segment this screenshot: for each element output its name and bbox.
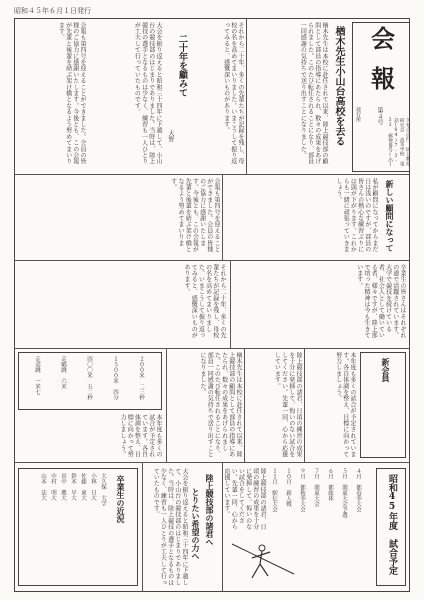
schedule-row: １０月 新人戦 (285, 468, 291, 507)
column-rule (244, 348, 245, 462)
record-row: ２００米 二三秒 (138, 356, 144, 400)
article-text: 会報も第四号を迎えることができました。会員の皆様のご協力に感謝いたします。今後とも、この会報が先輩と後輩を結ぶ架け橋となるよう努めてまいります。 (169, 178, 220, 253)
graduate-row: 鈴木 早大 (70, 473, 76, 501)
headline: 楢木先生小山台高校を去る (333, 26, 344, 146)
schedule-row: ９月 都秋季大会 (299, 468, 305, 512)
publisher-line: 久寿小山台 (405, 118, 410, 142)
section-divider (14, 260, 410, 261)
record-row: 走高跳 一米七 (34, 356, 40, 395)
schedule-row: ４月 都春季大会 (355, 468, 361, 512)
section-divider (14, 174, 410, 175)
article-text: それから二十年、多くの先輩たちが記録を残し、母校の名を高めてまいりました。いまこうして振り返ってみると、感慨深いものがあります。 (182, 264, 226, 339)
newsletter-frame (14, 18, 410, 592)
graduates-box (18, 468, 138, 586)
publisher-line: 電話(04)7-3-33 (387, 118, 405, 167)
publisher-line: 同上教育研究会 (399, 118, 410, 167)
column-rule (222, 462, 223, 592)
article-text: 大会を振り返えると昭和三十四年に下越して、小山台の競技部のはじまりでありました。当時は、陸上競技の選手となるものは少なく、練習も一人ひとりが工夫して行っていたものです。 (152, 468, 188, 586)
article-title: 二十年を顧みて (177, 34, 187, 97)
new-officers-title: 新会員 (381, 358, 391, 382)
schedule-row: ７月 関東大会 (313, 468, 319, 507)
records-table (18, 352, 162, 410)
graduate-row: 中村 明大 (50, 473, 56, 501)
column-rule (230, 260, 231, 348)
article-text: 楢木先生は本校に赴任されて以来、陸上競技部の顧問として部員の指導にあたられ、数々の成果をあげられました。このたび転任されることになり、部員一同感謝の気持ちで送り出すことになりました。 (198, 352, 242, 458)
article-text: 陸上競技部の諸君、日頃の練習の成果を十分に発揮して、悔いのない試合をしてください。先輩一同、心から応援しています。 (273, 352, 302, 458)
graduate-row: 田中 慶大 (60, 473, 66, 501)
graduates-title: 卒業生の近況 (116, 475, 126, 523)
publisher-info (352, 118, 410, 170)
article-text: 本年度も多くの試合が予定されています。各自体調を整え、目標に向かって努力しましょう。 (118, 414, 162, 458)
column-rule (304, 348, 305, 462)
column-rule (142, 462, 143, 592)
column-rule (246, 18, 247, 174)
article-text: 会報も第四号を迎えることができました。会員の皆様のご協力に感謝いたします。今後とも、この会報が先輩と後輩を結ぶ架け橋となるよう努めてまいります。 (57, 22, 86, 165)
masthead-title-2: 報 (371, 64, 395, 93)
issue-number: 第４号 (376, 107, 383, 125)
section-divider (14, 462, 410, 463)
section-divider (14, 348, 410, 349)
javelin-thrower-illustration (228, 534, 298, 586)
article-text: 私が顧問になってからまだ日は浅いのですが、部員の皆さんの熱心な練習ぶりには頭が下がります。これからも一緒に頑張っていきましょう。 (334, 178, 378, 253)
issue-date: 昭和４５年６月１日発行 (14, 7, 91, 15)
graduate-row: 佐藤 東大 (80, 473, 86, 501)
article-text: 大会を振り返えると昭和三十四年に下越して、小山台の競技部のはじまりでありました。当時は、陸上競技の選手となるものは少なく、練習も一人ひとりが工夫して行っていたものです。 (133, 22, 162, 165)
graduate-row: 小林 日大 (90, 473, 96, 501)
graduate-row: 大久保 大学 (100, 473, 106, 506)
article-subtitle: とりたい希望の力へ (191, 488, 201, 560)
article-title: 陸上競技部の諸君へ (205, 474, 215, 546)
article-text: 陸上競技部の諸君、日頃の練習の成果を十分に発揮して、悔いのない試合をしてください。先輩一同、心から応援しています。 (222, 468, 266, 530)
schedule-row: ６月 都総体 (327, 468, 333, 501)
publisher-line: 高等学校 (399, 137, 405, 157)
masthead-title-1: 会 (371, 24, 395, 53)
article-author: 大野 (167, 130, 174, 143)
publisher-line: 郵便番号(出) (387, 133, 393, 168)
article-title: 新しい顧問になって (385, 180, 395, 252)
record-row: 走幅跳 六米 (60, 356, 66, 389)
article-text: 楢木先生は本校に赴任されて以来、陸上競技部の顧問として部員の指導にあたられ、数々の成果をあげられました。このたび転任されることになり、部員一同感謝の気持ちで送り出すことになりました。 (299, 22, 328, 165)
record-row: 四〇〇米 五二秒 (86, 356, 92, 400)
article-text: 卒業生の皆さんはそれぞれの道で活躍されています。大学で競技を続けている者、社会人として働いている者、様々ですが、陸上部で培った精神は今も生きています。 (355, 264, 406, 339)
schedule-row: ５月 関東大会予選 (341, 468, 347, 518)
column-rule (166, 348, 167, 462)
record-row: １５００米 四分 (112, 356, 118, 400)
schedule-title: 昭和45年度 試合予定 (387, 474, 397, 575)
publisher-label: 発行所 (355, 107, 361, 122)
column-rule (222, 174, 223, 260)
article-text: 本年度も多くの試合が予定されています。各自体調を整え、目標に向かって努力しましょう。 (334, 352, 356, 458)
schedule-row: １１月 駅伝大会 (271, 468, 277, 512)
graduate-row: 山本 法大 (40, 473, 46, 501)
article-text: それから二十年、多くの先輩たちが記録を残し、母校の名を高めてまいりました。いまこうして振り返ってみると、感慨深いものがあります。 (222, 22, 244, 165)
